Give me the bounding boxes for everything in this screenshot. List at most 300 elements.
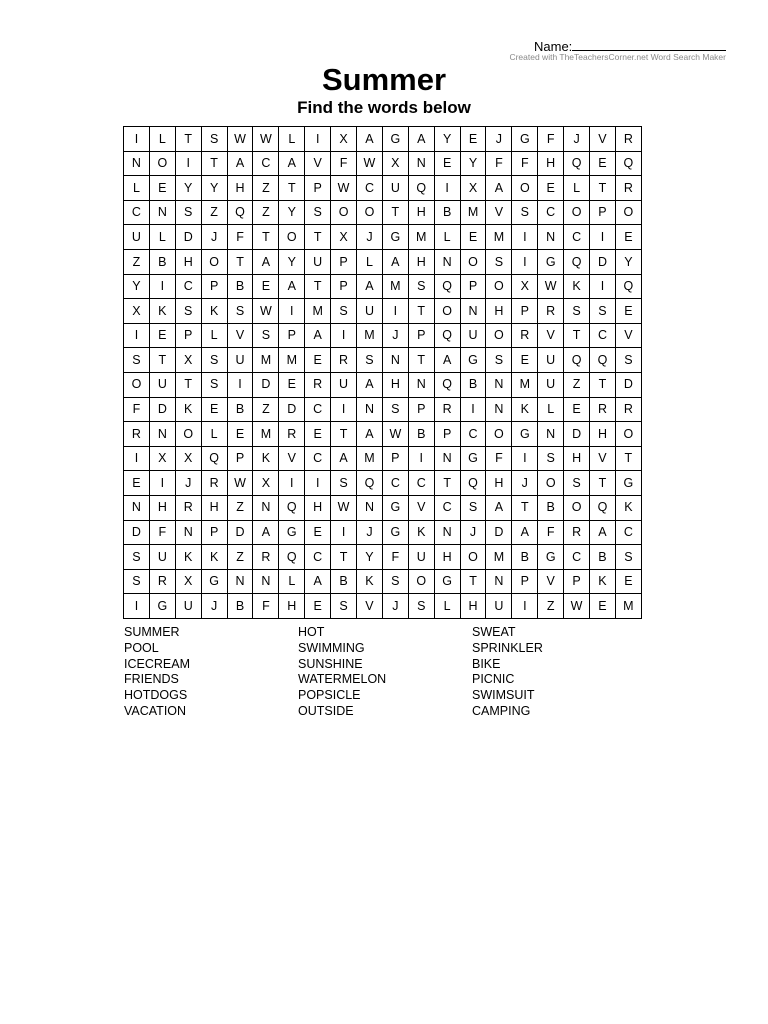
grid-cell: L <box>279 127 305 152</box>
grid-cell: A <box>305 323 331 348</box>
grid-cell: O <box>331 200 357 225</box>
grid-cell: Y <box>615 249 641 274</box>
grid-cell: X <box>331 127 357 152</box>
grid-cell: N <box>227 569 253 594</box>
grid-cell: B <box>227 397 253 422</box>
grid-cell: N <box>486 397 512 422</box>
grid-cell: H <box>486 299 512 324</box>
grid-cell: U <box>486 594 512 619</box>
grid-cell: E <box>590 151 616 176</box>
grid-cell: O <box>460 249 486 274</box>
grid-cell: N <box>175 520 201 545</box>
grid-cell: C <box>564 545 590 570</box>
grid-cell: N <box>408 151 434 176</box>
grid-cell: P <box>512 569 538 594</box>
grid-cell: C <box>564 225 590 250</box>
grid-cell: T <box>590 471 616 496</box>
grid-cell: V <box>590 127 616 152</box>
grid-cell: H <box>590 422 616 447</box>
grid-cell: P <box>408 397 434 422</box>
grid-cell: G <box>615 471 641 496</box>
grid-cell: W <box>382 422 408 447</box>
grid-cell: L <box>538 397 564 422</box>
grid-cell: I <box>382 299 408 324</box>
grid-cell: I <box>590 274 616 299</box>
grid-cell: P <box>175 323 201 348</box>
grid-cell: X <box>175 446 201 471</box>
grid-cell: G <box>512 127 538 152</box>
grid-cell: Y <box>434 127 460 152</box>
grid-cell: T <box>408 299 434 324</box>
word-item: POPSICLE <box>298 688 361 703</box>
grid-cell: B <box>590 545 616 570</box>
grid-cell: A <box>279 274 305 299</box>
grid-cell: N <box>124 495 150 520</box>
grid-cell: M <box>512 372 538 397</box>
grid-cell: M <box>408 225 434 250</box>
grid-cell: I <box>279 471 305 496</box>
grid-cell: F <box>124 397 150 422</box>
grid-cell: A <box>357 127 383 152</box>
grid-cell: J <box>382 323 408 348</box>
grid-cell: L <box>434 594 460 619</box>
grid-cell: T <box>331 545 357 570</box>
grid-cell: Q <box>434 274 460 299</box>
grid-cell: E <box>538 176 564 201</box>
grid-cell: I <box>305 471 331 496</box>
grid-cell: N <box>486 569 512 594</box>
grid-row <box>124 471 642 496</box>
grid-cell: A <box>590 520 616 545</box>
grid-cell: E <box>124 471 150 496</box>
word-item: CAMPING <box>472 703 531 718</box>
grid-cell: R <box>201 471 227 496</box>
grid-cell: F <box>486 446 512 471</box>
grid-cell: M <box>486 225 512 250</box>
grid-cell: W <box>331 176 357 201</box>
grid-cell: T <box>590 372 616 397</box>
grid-cell: T <box>564 323 590 348</box>
grid-cell: Q <box>615 151 641 176</box>
grid-cell: Q <box>408 176 434 201</box>
grid-cell: L <box>149 225 175 250</box>
grid-cell: R <box>253 545 279 570</box>
grid-cell: O <box>564 200 590 225</box>
grid-cell: E <box>227 422 253 447</box>
grid-cell: M <box>460 200 486 225</box>
grid-cell: Z <box>564 372 590 397</box>
grid-cell: A <box>382 249 408 274</box>
grid-cell: A <box>408 127 434 152</box>
credit-text: Created with TheTeachersCorner.net Word Search Maker <box>509 52 726 62</box>
grid-cell: L <box>434 225 460 250</box>
grid-cell: U <box>382 176 408 201</box>
grid-cell: Z <box>538 594 564 619</box>
grid-row <box>124 397 642 422</box>
grid-cell: V <box>305 151 331 176</box>
grid-cell: D <box>279 397 305 422</box>
grid-cell: C <box>408 471 434 496</box>
grid-cell: A <box>512 520 538 545</box>
grid-cell: V <box>357 594 383 619</box>
word-column <box>472 625 646 720</box>
word-item: VACATION <box>124 703 187 718</box>
grid-cell: Z <box>227 545 253 570</box>
grid-row <box>124 249 642 274</box>
grid-cell: W <box>538 274 564 299</box>
grid-cell: U <box>305 249 331 274</box>
grid-cell: D <box>564 422 590 447</box>
grid-cell: O <box>149 151 175 176</box>
grid-cell: L <box>279 569 305 594</box>
grid-cell: X <box>382 151 408 176</box>
grid-cell: E <box>305 520 331 545</box>
grid-cell: O <box>434 299 460 324</box>
grid-cell: Q <box>564 151 590 176</box>
grid-cell: N <box>124 151 150 176</box>
grid-cell: Y <box>460 151 486 176</box>
word-item: SUMMER <box>124 625 180 639</box>
grid-cell: S <box>331 299 357 324</box>
grid-cell: S <box>382 569 408 594</box>
grid-cell: M <box>615 594 641 619</box>
grid-cell: S <box>175 200 201 225</box>
grid-cell: R <box>124 422 150 447</box>
grid-row <box>124 545 642 570</box>
grid-cell: A <box>253 249 279 274</box>
grid-cell: F <box>331 151 357 176</box>
grid-cell: G <box>460 348 486 373</box>
grid-cell: D <box>590 249 616 274</box>
grid-cell: F <box>382 545 408 570</box>
grid-cell: B <box>408 422 434 447</box>
grid-cell: T <box>434 471 460 496</box>
word-item: BIKE <box>472 656 501 671</box>
grid-cell: Y <box>279 200 305 225</box>
grid-cell: N <box>434 520 460 545</box>
grid-cell: O <box>460 545 486 570</box>
grid-cell: A <box>227 151 253 176</box>
grid-cell: W <box>253 127 279 152</box>
grid-cell: F <box>253 594 279 619</box>
grid-cell: Y <box>279 249 305 274</box>
grid-cell: T <box>201 151 227 176</box>
grid-cell: K <box>408 520 434 545</box>
grid-cell: T <box>408 348 434 373</box>
grid-row <box>124 594 642 619</box>
page-title: Summer <box>321 62 447 97</box>
grid-cell: G <box>382 495 408 520</box>
grid-cell: R <box>279 422 305 447</box>
grid-cell: P <box>331 249 357 274</box>
grid-cell: B <box>227 594 253 619</box>
grid-cell: E <box>305 348 331 373</box>
grid-cell: C <box>175 274 201 299</box>
grid-cell: S <box>564 299 590 324</box>
grid-cell: U <box>460 323 486 348</box>
grid-cell: I <box>124 446 150 471</box>
grid-cell: S <box>124 569 150 594</box>
grid-cell: C <box>460 422 486 447</box>
grid-cell: N <box>253 495 279 520</box>
name-blank-line[interactable] <box>572 38 726 51</box>
grid-cell: E <box>615 569 641 594</box>
grid-cell: D <box>486 520 512 545</box>
grid-cell: A <box>305 569 331 594</box>
grid-cell: I <box>305 127 331 152</box>
grid-cell: C <box>615 520 641 545</box>
grid-cell: U <box>538 348 564 373</box>
grid-cell: P <box>434 422 460 447</box>
grid-cell: G <box>201 569 227 594</box>
grid-cell: T <box>460 569 486 594</box>
grid-cell: T <box>227 249 253 274</box>
grid-cell: G <box>382 225 408 250</box>
grid-cell: O <box>615 422 641 447</box>
grid-cell: N <box>149 422 175 447</box>
word-item: SUNSHINE <box>298 656 363 671</box>
grid-cell: W <box>357 151 383 176</box>
grid-row <box>124 176 642 201</box>
grid-cell: V <box>279 446 305 471</box>
grid-cell: Q <box>434 323 460 348</box>
grid-cell: C <box>357 176 383 201</box>
grid-cell: C <box>253 151 279 176</box>
grid-cell: Q <box>279 545 305 570</box>
grid-cell: I <box>512 446 538 471</box>
grid-cell: C <box>590 323 616 348</box>
grid-cell: N <box>434 446 460 471</box>
grid-cell: I <box>149 471 175 496</box>
grid-cell: P <box>512 299 538 324</box>
grid-cell: D <box>175 225 201 250</box>
grid-cell: I <box>434 176 460 201</box>
grid-cell: D <box>615 372 641 397</box>
grid-cell: Q <box>460 471 486 496</box>
grid-cell: S <box>460 495 486 520</box>
grid-cell: H <box>149 495 175 520</box>
grid-cell: C <box>124 200 150 225</box>
grid-cell: Y <box>124 274 150 299</box>
grid-cell: K <box>590 569 616 594</box>
grid-cell: K <box>149 299 175 324</box>
grid-cell: S <box>305 200 331 225</box>
grid-cell: R <box>538 299 564 324</box>
grid-row <box>124 151 642 176</box>
grid-cell: Q <box>357 471 383 496</box>
grid-row <box>124 274 642 299</box>
grid-cell: X <box>149 446 175 471</box>
grid-cell: H <box>279 594 305 619</box>
word-item: OUTSIDE <box>298 703 354 718</box>
word-column <box>298 625 472 720</box>
grid-cell: S <box>357 348 383 373</box>
grid-cell: U <box>124 225 150 250</box>
word-search-grid <box>123 126 642 619</box>
grid-cell: T <box>615 446 641 471</box>
grid-cell: U <box>331 372 357 397</box>
grid-cell: T <box>279 176 305 201</box>
grid-cell: Q <box>564 348 590 373</box>
grid-cell: S <box>124 348 150 373</box>
grid-cell: T <box>382 200 408 225</box>
grid-cell: J <box>460 520 486 545</box>
grid-cell: L <box>201 323 227 348</box>
grid-cell: E <box>253 274 279 299</box>
grid-cell: T <box>590 176 616 201</box>
grid-row <box>124 323 642 348</box>
grid-cell: Q <box>227 200 253 225</box>
grid-cell: G <box>382 520 408 545</box>
grid-cell: J <box>201 594 227 619</box>
grid-cell: S <box>408 594 434 619</box>
grid-cell: D <box>253 372 279 397</box>
grid-row <box>124 372 642 397</box>
grid-cell: O <box>279 225 305 250</box>
grid-cell: I <box>512 594 538 619</box>
grid-cell: O <box>201 249 227 274</box>
grid-row <box>124 348 642 373</box>
grid-cell: N <box>460 299 486 324</box>
word-item: SWEAT <box>472 625 516 639</box>
grid-cell: H <box>227 176 253 201</box>
grid-cell: A <box>434 348 460 373</box>
grid-cell: X <box>253 471 279 496</box>
grid-cell: I <box>331 520 357 545</box>
grid-cell: I <box>331 397 357 422</box>
grid-cell: P <box>564 569 590 594</box>
grid-cell: O <box>564 495 590 520</box>
grid-cell: B <box>512 545 538 570</box>
grid-cell: C <box>538 200 564 225</box>
grid-cell: Q <box>201 446 227 471</box>
grid-cell: M <box>382 274 408 299</box>
grid-row <box>124 446 642 471</box>
grid-cell: Q <box>615 274 641 299</box>
grid-cell: N <box>486 372 512 397</box>
grid-cell: B <box>149 249 175 274</box>
grid-cell: O <box>124 372 150 397</box>
grid-cell: R <box>512 323 538 348</box>
grid-cell: J <box>486 127 512 152</box>
grid-cell: A <box>357 422 383 447</box>
grid-cell: C <box>434 495 460 520</box>
grid-cell: S <box>201 127 227 152</box>
grid-cell: R <box>331 348 357 373</box>
grid-cell: E <box>279 372 305 397</box>
grid-cell: Q <box>590 348 616 373</box>
grid-cell: F <box>512 151 538 176</box>
grid-cell: T <box>175 372 201 397</box>
grid-cell: P <box>382 446 408 471</box>
grid-cell: H <box>175 249 201 274</box>
grid-cell: A <box>357 274 383 299</box>
grid-cell: M <box>305 299 331 324</box>
grid-row <box>124 200 642 225</box>
grid-cell: D <box>227 520 253 545</box>
grid-cell: Z <box>124 249 150 274</box>
grid-cell: N <box>357 495 383 520</box>
grid-cell: V <box>538 569 564 594</box>
word-item: SPRINKLER <box>472 640 543 655</box>
grid-cell: I <box>512 225 538 250</box>
grid-cell: M <box>253 422 279 447</box>
grid-row <box>124 422 642 447</box>
grid-cell: V <box>408 495 434 520</box>
page-subtitle: Find the words below <box>297 98 471 117</box>
grid-cell: R <box>175 495 201 520</box>
grid-cell: B <box>331 569 357 594</box>
grid-cell: Q <box>434 372 460 397</box>
grid-cell: O <box>538 471 564 496</box>
grid-cell: Y <box>175 176 201 201</box>
grid-cell: U <box>408 545 434 570</box>
grid-cell: S <box>486 249 512 274</box>
grid-cell: Z <box>253 200 279 225</box>
grid-cell: Y <box>201 176 227 201</box>
grid-cell: P <box>279 323 305 348</box>
grid-cell: G <box>512 422 538 447</box>
grid-cell: U <box>149 545 175 570</box>
word-item: FRIENDS <box>124 672 179 687</box>
grid-cell: W <box>564 594 590 619</box>
word-item: WATERMELON <box>298 672 387 687</box>
grid-cell: G <box>538 545 564 570</box>
word-item: SWIMSUIT <box>472 688 535 703</box>
grid-cell: I <box>124 594 150 619</box>
grid-cell: K <box>253 446 279 471</box>
grid-cell: E <box>460 127 486 152</box>
grid-cell: H <box>486 471 512 496</box>
grid-cell: W <box>227 127 253 152</box>
grid-cell: R <box>615 397 641 422</box>
grid-cell: E <box>149 176 175 201</box>
grid-cell: V <box>227 323 253 348</box>
word-item: POOL <box>124 640 159 655</box>
grid-cell: J <box>175 471 201 496</box>
grid-cell: J <box>357 225 383 250</box>
grid-cell: Z <box>227 495 253 520</box>
grid-cell: Q <box>279 495 305 520</box>
grid-cell: N <box>408 372 434 397</box>
grid-cell: E <box>460 225 486 250</box>
grid-cell: E <box>201 397 227 422</box>
grid-cell: F <box>149 520 175 545</box>
grid-cell: B <box>460 372 486 397</box>
grid-cell: R <box>564 520 590 545</box>
grid-cell: M <box>357 446 383 471</box>
grid-cell: E <box>434 151 460 176</box>
grid-cell: I <box>460 397 486 422</box>
grid-cell: V <box>590 446 616 471</box>
grid-cell: E <box>305 594 331 619</box>
grid-cell: E <box>615 225 641 250</box>
grid-cell: A <box>331 446 357 471</box>
grid-cell: K <box>201 545 227 570</box>
grid-cell: D <box>149 397 175 422</box>
grid-cell: S <box>253 323 279 348</box>
grid-cell: H <box>434 545 460 570</box>
grid-cell: H <box>305 495 331 520</box>
grid-cell: V <box>615 323 641 348</box>
grid-cell: F <box>538 127 564 152</box>
grid-cell: X <box>460 176 486 201</box>
grid-cell: Y <box>357 545 383 570</box>
grid-cell: Q <box>590 495 616 520</box>
grid-cell: O <box>615 200 641 225</box>
grid-cell: I <box>331 323 357 348</box>
grid-cell: T <box>305 274 331 299</box>
